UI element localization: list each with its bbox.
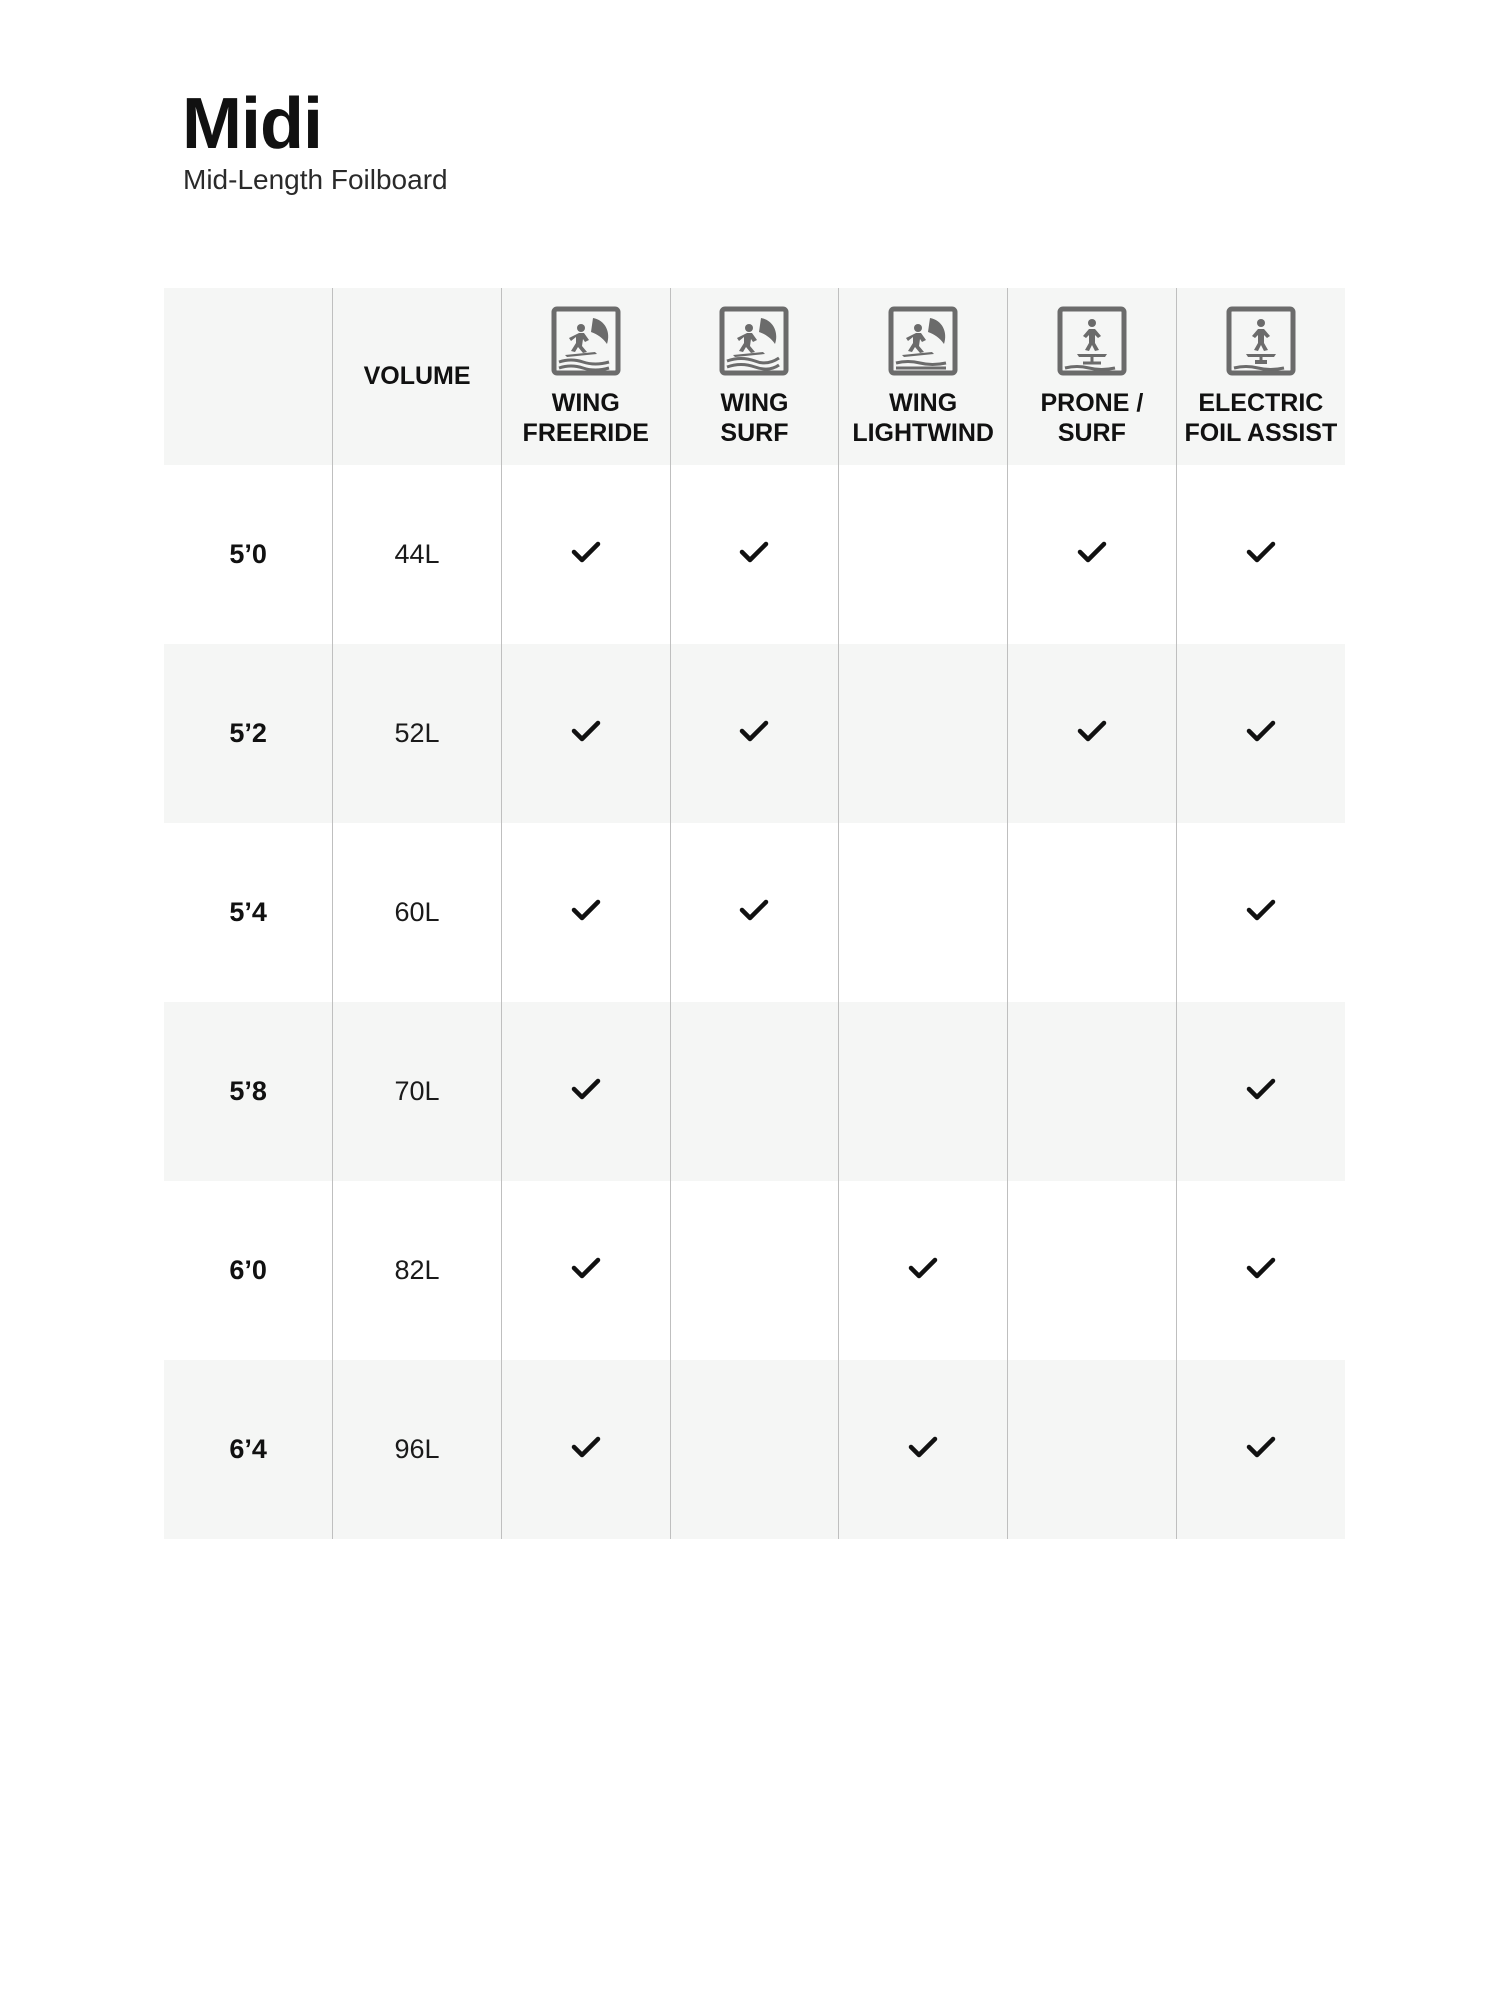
checkmark-icon xyxy=(737,714,771,748)
checkmark-icon xyxy=(1075,535,1109,569)
column-label-wing-surf: WING SURF xyxy=(720,388,789,447)
volume-cell xyxy=(333,1181,502,1360)
size-cell xyxy=(164,644,333,823)
discipline-cell xyxy=(1008,1002,1177,1181)
board-size: 6’4 xyxy=(229,1434,267,1464)
discipline-cell xyxy=(839,1002,1008,1181)
table-row xyxy=(164,823,1345,1002)
header-wing-lightwind xyxy=(839,288,1008,465)
discipline-cell xyxy=(501,1360,670,1539)
discipline-cell xyxy=(1008,823,1177,1002)
wing-freeride-icon xyxy=(551,306,621,376)
discipline-cell xyxy=(670,465,839,644)
board-volume: 70L xyxy=(394,1076,440,1106)
column-label-wing-lightwind: WING LIGHTWIND xyxy=(852,388,994,447)
table-row xyxy=(164,644,1345,823)
discipline-cell xyxy=(839,465,1008,644)
column-label-electric-foil-assist: ELECTRIC FOIL ASSIST xyxy=(1184,388,1338,447)
discipline-cell xyxy=(1176,1360,1345,1539)
board-size: 5’2 xyxy=(229,718,267,748)
discipline-cell xyxy=(1008,1360,1177,1539)
discipline-cell xyxy=(1008,465,1177,644)
volume-cell xyxy=(333,823,502,1002)
wing-lightwind-icon xyxy=(888,306,958,376)
size-cell xyxy=(164,1181,333,1360)
discipline-cell xyxy=(1008,1181,1177,1360)
volume-cell xyxy=(333,1002,502,1181)
discipline-cell xyxy=(501,823,670,1002)
checkmark-icon xyxy=(569,1072,603,1106)
page-title: Midi xyxy=(182,84,322,164)
header-wing-surf xyxy=(670,288,839,465)
table-header-row xyxy=(164,288,1345,465)
size-cell xyxy=(164,823,333,1002)
discipline-cell xyxy=(1176,465,1345,644)
board-volume: 96L xyxy=(394,1434,440,1464)
board-size: 5’0 xyxy=(229,539,267,569)
checkmark-icon xyxy=(1244,535,1278,569)
size-cell xyxy=(164,1360,333,1539)
checkmark-icon xyxy=(569,1430,603,1464)
volume-cell xyxy=(333,1360,502,1539)
discipline-cell xyxy=(670,1181,839,1360)
discipline-cell xyxy=(501,644,670,823)
checkmark-icon xyxy=(737,893,771,927)
volume-cell xyxy=(333,644,502,823)
column-label-prone-surf: PRONE / SURF xyxy=(1040,388,1144,447)
discipline-cell xyxy=(670,1360,839,1539)
discipline-cell xyxy=(1176,644,1345,823)
discipline-cell xyxy=(501,1002,670,1181)
checkmark-icon xyxy=(737,535,771,569)
board-size: 5’8 xyxy=(229,1076,267,1106)
discipline-cell xyxy=(839,644,1008,823)
column-label-wing-freeride: WING FREERIDE xyxy=(522,388,649,447)
wing-surf-icon xyxy=(719,306,789,376)
header-electric-foil-assist xyxy=(1176,288,1345,465)
checkmark-icon xyxy=(569,893,603,927)
electric-foil-assist-icon xyxy=(1226,306,1296,376)
table-row xyxy=(164,1181,1345,1360)
discipline-cell xyxy=(670,1002,839,1181)
discipline-cell xyxy=(1176,1002,1345,1181)
discipline-cell xyxy=(839,1360,1008,1539)
discipline-cell xyxy=(501,465,670,644)
size-cell xyxy=(164,1002,333,1181)
checkmark-icon xyxy=(1244,714,1278,748)
checkmark-icon xyxy=(1075,714,1109,748)
discipline-cell xyxy=(839,1181,1008,1360)
volume-header-label: VOLUME xyxy=(363,362,471,390)
board-size: 6’0 xyxy=(229,1255,267,1285)
discipline-cell xyxy=(670,823,839,1002)
size-chart-table xyxy=(164,288,1345,1539)
checkmark-icon xyxy=(906,1251,940,1285)
checkmark-icon xyxy=(906,1430,940,1464)
board-volume: 82L xyxy=(394,1255,440,1285)
checkmark-icon xyxy=(569,714,603,748)
checkmark-icon xyxy=(1244,1251,1278,1285)
discipline-cell xyxy=(1008,644,1177,823)
discipline-cell xyxy=(670,644,839,823)
discipline-cell xyxy=(1176,823,1345,1002)
table-row xyxy=(164,1002,1345,1181)
table-row xyxy=(164,465,1345,644)
prone-surf-icon xyxy=(1057,306,1127,376)
board-size: 5’4 xyxy=(229,897,267,927)
discipline-cell xyxy=(501,1181,670,1360)
board-volume: 44L xyxy=(394,539,440,569)
discipline-cell xyxy=(1176,1181,1345,1360)
checkmark-icon xyxy=(569,1251,603,1285)
header-empty-cell xyxy=(164,288,333,465)
checkmark-icon xyxy=(1244,893,1278,927)
checkmark-icon xyxy=(1244,1072,1278,1106)
checkmark-icon xyxy=(569,535,603,569)
volume-cell xyxy=(333,465,502,644)
header-wing-freeride xyxy=(501,288,670,465)
discipline-cell xyxy=(839,823,1008,1002)
checkmark-icon xyxy=(1244,1430,1278,1464)
header-prone-surf xyxy=(1008,288,1177,465)
board-volume: 60L xyxy=(394,897,440,927)
table-row xyxy=(164,1360,1345,1539)
size-cell xyxy=(164,465,333,644)
page-subtitle: Mid-Length Foilboard xyxy=(183,164,448,195)
header-volume xyxy=(333,288,502,465)
board-volume: 52L xyxy=(394,718,440,748)
